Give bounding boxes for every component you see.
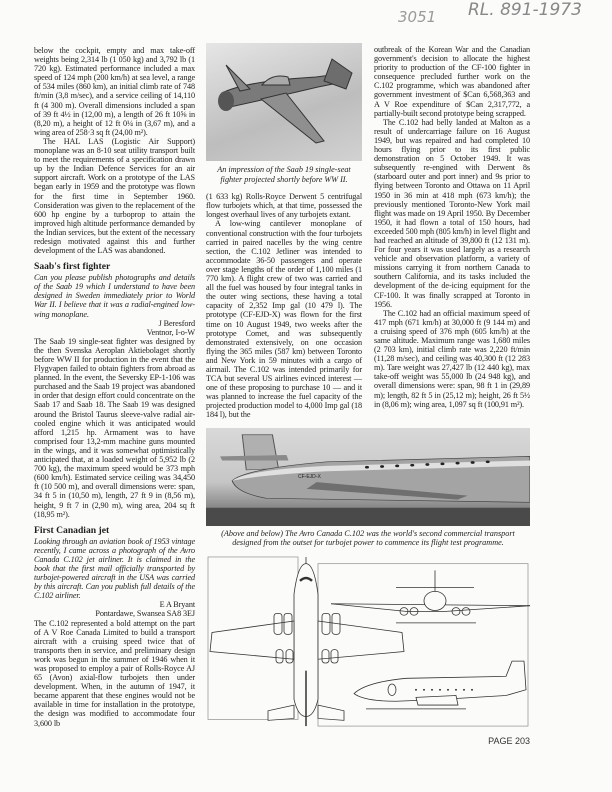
saab-photo-caption: An impression of the Saab 19 single-seat fighter projected shortly before WW II.	[217, 165, 351, 184]
reader-location: Pontardawe, Swansea SA8 3EJ	[95, 609, 195, 619]
page-number: PAGE 203	[488, 735, 530, 746]
saab-19-illustration	[206, 43, 362, 161]
reader-question: Looking through an aviation book of 1953 vintage recently, I came across a photograph of the Avro Canada C.102 jet airliner. It is claimed in the book that the first mail officially transported by turbojet-powered aircraft in the USA was carried by this aircraft. Can you publish full details of the C.102 airliner.	[34, 536, 195, 601]
reader-location: Ventnor, I-o-W	[146, 327, 195, 337]
body-paragraph: The HAL LAS (Logistic Air Support) monoplane was an 8-10 seat utility transport built to meet the requirements of a specification drawn up by the Indian Defence Services for an air support aircraft. Work on a prototype of the LAS began early in 1959 and the prototype was flown for the first time in September 1960. Consideration was given to the replacement of the 600 hp engine by a turboprop to attain the improved high altitude performance demanded by the Indian services, but the extent of the necessary redesign motivated against this and further development of the LAS was abandoned.	[34, 136, 195, 256]
reader-name: J Beresford	[158, 318, 195, 328]
text-columns-row	[206, 43, 530, 420]
answer-paragraph: The C.102 represented a bold attempt on the part of A V Roe Canada Limited to build a transport aircraft with a cruising speed twice that of transports then in service, and preliminary design work was begun in the summer of 1946 when it was proposed to employ a pair of Rolls-Royce AJ 65 (Avon) axial-flow turbojets then under development. When, in the autumn of 1947, it became apparent that these engines would not be available in time for installation in the prototype, the design was modified to accommodate four 3,600 lb	[34, 618, 195, 728]
body-paragraph: below the cockpit, empty and max take-off weights being 2,314 lb (1 050 kg) and 3,792 lb (1 720 kg). Estimated performance included a max speed of 124 mph (200 km/h) at sea level, a range of 534 miles (860 km), an initial climb rate of 748 ft/min (3,8 m/sec), and a service ceiling of 14,110 ft (4 300 m). Overall dimensions included a span of 39 ft 4½ in (12,00 m), a length of 26 ft 10⅝ in (8,20 m), a height of 12 ft 0¼ in (3,67 m), and a wing area of 258·3 sq ft (24,00 m²).	[34, 46, 195, 137]
column-1	[34, 46, 195, 728]
three-view-line-drawing	[206, 556, 530, 728]
right-columns-area	[206, 43, 530, 746]
column-2-stack	[206, 43, 362, 420]
handwritten-catalog-number: RL. 891-1973	[468, 0, 582, 20]
fighter-aircraft-drawing	[206, 43, 362, 161]
aircraft-registration: CF-EJD-X	[298, 473, 321, 480]
section-heading-saab: Saab's first fighter	[34, 261, 111, 273]
answer-paragraph: The Saab 19 single-seat fighter was designed by the then Svenska Aeroplan Aktiebolaget shortly before WW II for production in the event that the Flygvapen failed to obtain fighters from abroad as planned. In the event, the Seversky EP-1-106 was purchased and the Saab 19 project was abandoned in order that design effort could concentrate on the Saab 17 and Saab 18. The Saab 19 was designed around the Bristol Taurus sleeve-valve radial air-cooled engine which it was anticipated would afford 1,215 hp. Armament was to have comprised four 13,2-mm machine guns mounted in the wings, and it was somewhat optimistically anticipated that, at a loaded weight of 5,952 lb (2 700 kg), the maximum speed would be 373 mph (600 km/h). Estimated service ceiling was 34,450 ft (10 500 m), and overall dimensions were: span, 34 ft 5 in (10,50 m), length, 27 ft 9 in (8,56 m), height, 9 ft 7 in (2,90 m), wing area, 204 sq ft (18,95 m²).	[34, 336, 195, 519]
jetliner-photo-caption: (Above and below) The Avro Canada C.102 was the world's second commercial transport designed from the outset for turbojet power to commence its flight test programme.	[221, 528, 515, 548]
column-2	[206, 192, 362, 419]
body-paragraph: The C.102 had an official maximum speed of 417 mph (671 km/h) at 30,000 ft (9 144 m) and a cruising speed of 376 mph (605 km/h) at the same altitude. Maximum range was 1,680 miles (2 703 km), initial climb rate was 2,220 ft/min (11,28 m/sec), and ceiling was 40,300 ft (12 283 m). Tare weight was 27,427 lb (12 440 kg), max take-off weight was 55,000 lb (24 948 kg), and overall dimensions were: span, 98 ft 1 in (29,89 m); length, 82 ft 5 in (25,12 m); height, 26 ft 5½ in (8,06 m); wing area, 1,097 sq ft (100,91 m²).	[374, 308, 530, 409]
reader-question: Can you please publish photographs and details of the Saab 19 which I understand to have been designed in Sweden immediately prior to World War II. I believe that it was a radial-engined low-wing monoplane.	[34, 273, 195, 319]
jetliner-three-view-drawing	[206, 556, 530, 728]
handwritten-ref-number: 3051	[398, 8, 437, 26]
jetliner-photo	[206, 428, 530, 526]
jetliner-aircraft-photo	[206, 428, 530, 526]
body-paragraph: A low-wing cantilever monoplane of conventional construction with the four turbojets carried in paired nacelles by the wing centre section, the C.102 Jetliner was intended to accommodate 36-50 passengers and operate over stage lengths of the order of 1,100 miles (1 770 km). A flight crew of two was carried and all the fuel was housed by four integral tanks in the outer wing sections, these having a total capacity of 2,352 Imp gal (10 479 l). The prototype (CF-EJD-X) was flown for the first time on 10 August 1949, two weeks after the prototype Comet, and was subsequently demonstrated extensively, on one occasion flying the 365 miles (587 km) between Toronto and New York in 59 minutes with a cargo of airmail. The C.102 was intended primarily for TCA but several US airlines evinced interest — one of these proposing to purchase 10 — and it was planned to increase the fuel capacity of the projected production model to 4,000 Imp gal (18 184 l), but the	[206, 219, 362, 420]
reader-name: E A Bryant	[159, 600, 195, 610]
body-paragraph: (1 633 kg) Rolls-Royce Derwent 5 centrifugal flow turbojets which, at that time, possessed the longest overhaul lives of any turbojets extant.	[206, 192, 362, 220]
column-3	[374, 45, 530, 409]
body-paragraph: outbreak of the Korean War and the Canadian government's decision to allocate the highest priority to production of the CF-100 fighter in consequence precluded further work on the C.102 programme, which was abandoned after government investment of $Can 6,568,363 and A V Roe expenditure of $Can 2,317,772, a partially-built second prototype being scrapped.	[374, 45, 530, 118]
body-paragraph: The C.102 had belly landed at Malton as a result of undercarriage failure on 16 August 1949, but was repaired and had completed 10 hours flying prior to its first public demonstration on 5 October 1949. It was subsequently re-engined with Derwent 8s (starboard outer and port inner) and 9s prior to flying between Toronto and Ottawa on 11 April 1950 in 36 min at 418 mph (673 km/h); the previously mentioned Toronto-New York mail flight was made on 19 April 1950. By December 1950, it had flown a total of 150 hours, had exceeded 500 mph (805 km/h) in level flight and had reached an altitude of 39,800 ft (12 131 m). For four years it was used largely as a research vehicle and observation platform, a variety of missions carrying it from northern Canada to southern California, and its tasks included the development of the de-icing equipment for the CF-100. It was finally scrapped at Toronto in 1956.	[374, 117, 530, 309]
section-heading-canadian: First Canadian jet	[34, 524, 110, 536]
